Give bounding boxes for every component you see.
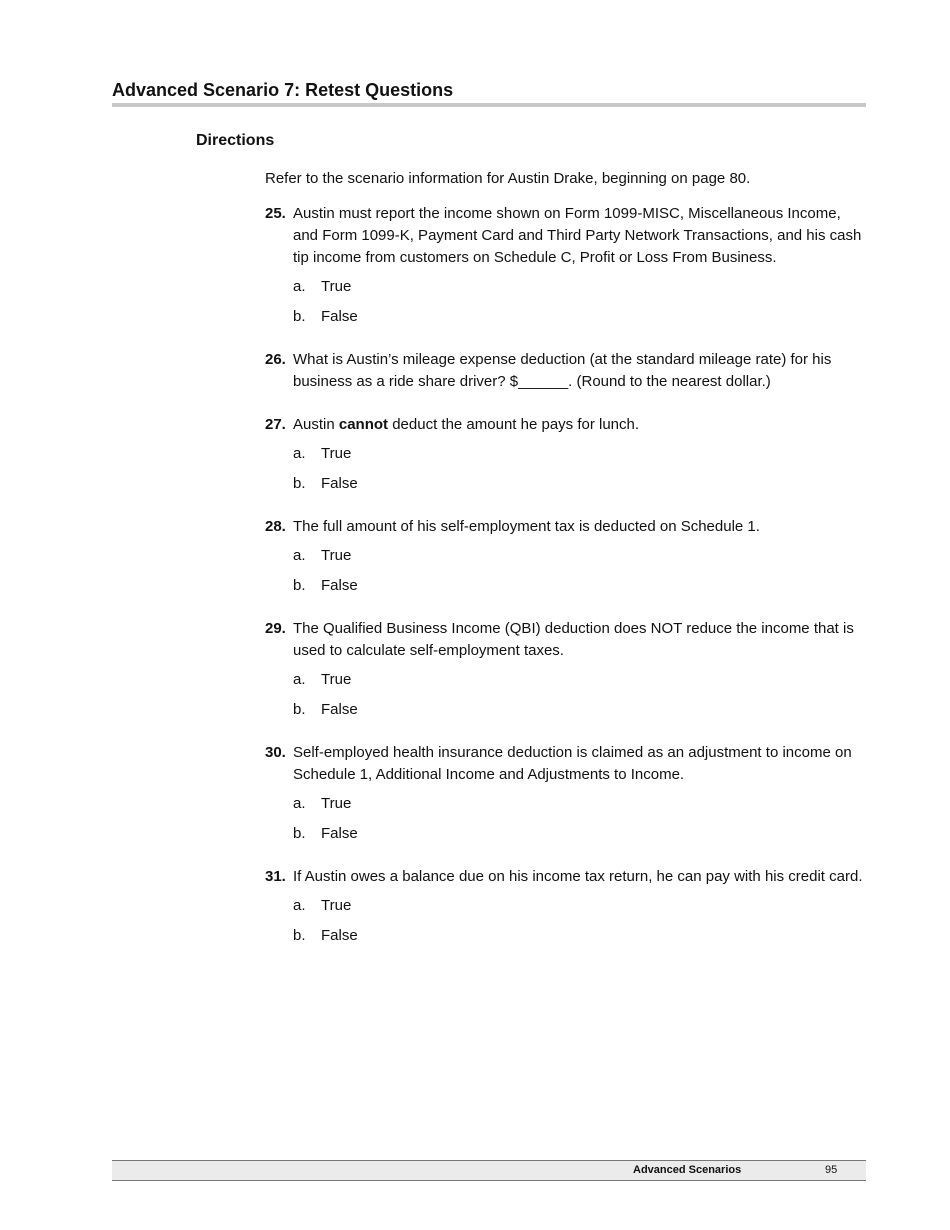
- question-31: [265, 866, 865, 955]
- option-label: False: [321, 825, 358, 842]
- page-title: Advanced Scenario 7: Retest Questions: [112, 80, 454, 100]
- option-label: True: [321, 671, 352, 688]
- answer-options: [293, 276, 865, 328]
- option-label: False: [321, 701, 358, 718]
- emphasis: cannot: [338, 416, 389, 433]
- answer-options: [293, 443, 865, 495]
- option-b[interactable]: [293, 823, 865, 845]
- option-letter: a.: [293, 897, 306, 914]
- option-a[interactable]: [293, 793, 865, 815]
- question-text: Self-employed health insurance deduction is claimed as an adjustment to income on Schedule 1, Additional Income and Adjustments to Income.: [293, 744, 852, 783]
- option-b[interactable]: [293, 575, 865, 597]
- option-label: True: [321, 897, 352, 914]
- question-text: If Austin owes a balance due on his income tax return, he can pay with his credit card.: [293, 868, 863, 885]
- option-letter: a.: [293, 795, 306, 812]
- option-letter: b.: [293, 701, 306, 718]
- option-letter: a.: [293, 671, 306, 688]
- option-label: False: [321, 475, 358, 492]
- option-a[interactable]: [293, 895, 865, 917]
- question-number: 29.: [265, 620, 286, 637]
- option-label: True: [321, 795, 352, 812]
- answer-options: [293, 793, 865, 845]
- option-label: False: [321, 308, 358, 325]
- question-25: [265, 203, 865, 336]
- option-letter: a.: [293, 445, 306, 462]
- option-letter: b.: [293, 927, 306, 944]
- page-number: 95: [825, 1164, 838, 1176]
- option-a[interactable]: [293, 545, 865, 567]
- option-b[interactable]: [293, 925, 865, 947]
- option-letter: b.: [293, 825, 306, 842]
- option-letter: b.: [293, 308, 306, 325]
- question-number: 27.: [265, 416, 286, 433]
- option-letter: a.: [293, 547, 306, 564]
- option-a[interactable]: [293, 443, 865, 465]
- question-29: [265, 618, 865, 729]
- question-text: What is Austin’s mileage expense deduction (at the standard mileage rate) for his business as a ride share driver? $______. (Round to the nearest dollar.): [293, 351, 832, 390]
- question-number: 31.: [265, 868, 286, 885]
- page-footer: [112, 1160, 866, 1181]
- option-label: False: [321, 927, 358, 944]
- option-letter: b.: [293, 577, 306, 594]
- option-letter: a.: [293, 278, 306, 295]
- question-list: [265, 168, 865, 955]
- option-letter: b.: [293, 475, 306, 492]
- option-label: True: [321, 445, 352, 462]
- title-rule: [112, 103, 866, 107]
- question-number: 26.: [265, 351, 286, 368]
- question-text: Austin must report the income shown on Form 1099-MISC, Miscellaneous Income, and Form 1099-K, Payment Card and Third Party Network Transactions, and his cash tip income from customers on Schedule C, Profit or Loss From Business.: [293, 205, 862, 266]
- footer-section-title: Advanced Scenarios: [633, 1164, 742, 1176]
- answer-options: [293, 669, 865, 721]
- option-label: True: [321, 278, 352, 295]
- question-27: [265, 414, 865, 503]
- option-b[interactable]: [293, 473, 865, 495]
- answer-options: [293, 895, 865, 947]
- option-b[interactable]: [293, 699, 865, 721]
- directions-intro: Refer to the scenario information for Austin Drake, beginning on page 80.: [265, 170, 751, 187]
- option-label: True: [321, 547, 352, 564]
- question-number: 28.: [265, 518, 286, 535]
- directions-heading: Directions: [196, 132, 275, 149]
- answer-options: [293, 545, 865, 597]
- question-30: [265, 742, 865, 853]
- question-number: 30.: [265, 744, 286, 761]
- option-label: False: [321, 577, 358, 594]
- question-28: [265, 516, 865, 605]
- question-number: 25.: [265, 205, 286, 222]
- question-text: Austin cannot deduct the amount he pays for lunch.: [293, 416, 640, 433]
- option-b[interactable]: [293, 306, 865, 328]
- question-text: The full amount of his self-employment tax is deducted on Schedule 1.: [293, 518, 760, 535]
- option-a[interactable]: [293, 669, 865, 691]
- question-text: The Qualified Business Income (QBI) deduction does NOT reduce the income that is used to calculate self-employment taxes.: [293, 620, 854, 659]
- question-26: [265, 349, 865, 393]
- option-a[interactable]: [293, 276, 865, 298]
